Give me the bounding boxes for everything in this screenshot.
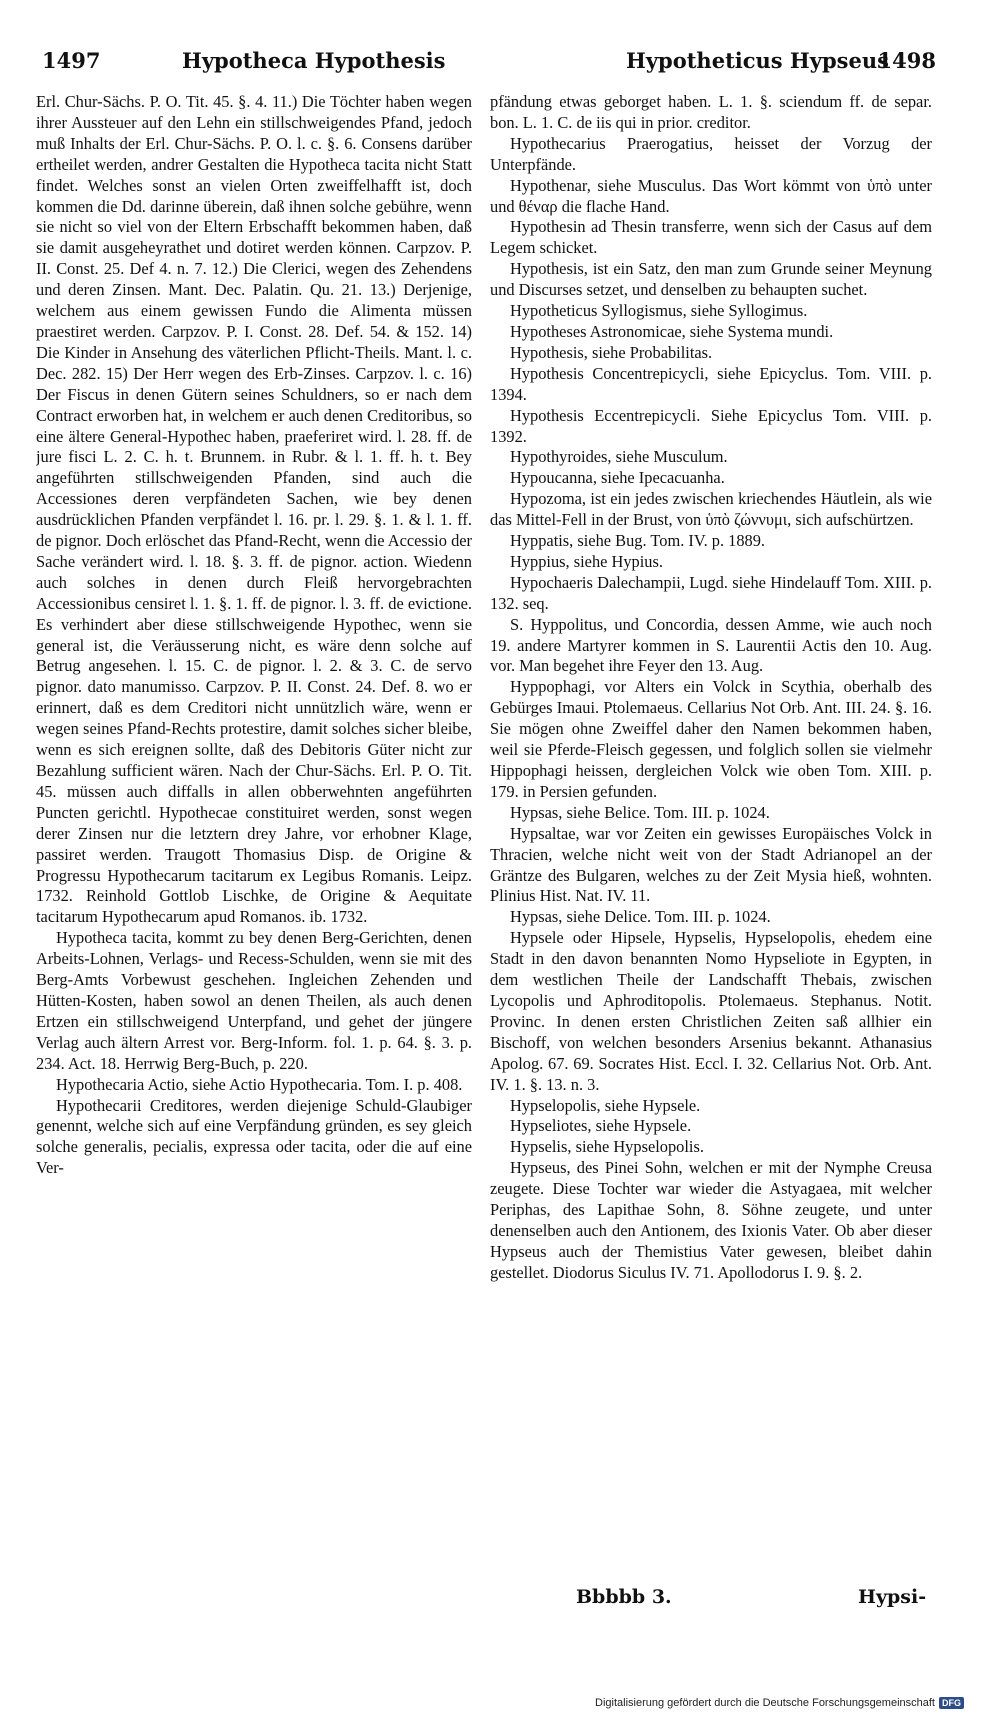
entry-paragraph: Hypothyroides, siehe Musculum. bbox=[510, 447, 728, 467]
entry-paragraph: Hypothecarius Praerogatius, heisset der Vorzug der Unterpfände. bbox=[490, 133, 932, 174]
digitization-credit bbox=[595, 1697, 964, 1709]
entry-paragraph: Hypothecarii Creditores, werden diejenige Schuld-Glaubiger genennt, welche sich auf eine Verpfändung gründen, es sey gleich solche generalis, pecialis, expressa oder tacita, oder die auf eine Ver- bbox=[36, 1095, 472, 1178]
right-column bbox=[490, 92, 932, 1452]
entry-paragraph: Hypothesis, ist ein Satz, den man zum Grunde seiner Meynung und Discurses setzet, und denselben zu behaupten suchet. bbox=[490, 259, 932, 300]
catchword: Hypsi- bbox=[858, 1586, 927, 1608]
entry-paragraph: Hypothesis Concentrepicycli, siehe Epicyclus. Tom. VIII. p. 1394. bbox=[490, 363, 932, 404]
entry-paragraph: Hyppophagi, vor Alters ein Volck in Scythia, oberhalb des Gebürges Imaui. Ptolemaeus. Cellarius Not Orb. Ant. III. 24. §. 16. Sie mögen ohne Zweiffel daher den Namen bekommen haben, weil sie Pferde-Fleisch gegessen, und folglich sollen sie vielmehr Hippophagi heissen, dergleichen Volck wie oben Tom. XIII. p. 179. in Persien gefunden. bbox=[490, 677, 932, 801]
entry-paragraph: Hypothesis, siehe Probabilitas. bbox=[510, 342, 713, 362]
entry-paragraph: pfändung etwas geborget haben. L. 1. §. sciendum ff. de separ. bon. L. 1. C. de iis qui in prior. creditor. bbox=[490, 92, 932, 132]
dfg-logo-icon: DFG bbox=[939, 1697, 964, 1709]
entry-paragraph: Hypsas, siehe Delice. Tom. III. p. 1024. bbox=[510, 907, 771, 927]
entry-paragraph: Hypothecaria Actio, siehe Actio Hypothecaria. Tom. I. p. 408. bbox=[56, 1074, 463, 1094]
entry-paragraph: Hypseus, des Pinei Sohn, welchen er mit der Nymphe Creusa zeugete. Diese Tochter war wieder die Astyagaea, mit welcher Periphas, des Lapithae Sohn, 8. Söhne zeugete, und unter denenselben auch den Antionem, des Ixionis Vater. Ob aber dieser Hypseus auch der Themistius Vater gewesen, bleibet dahin gestellet. Diodorus Siculus IV. 71. Apollodorus I. 9. §. 2. bbox=[490, 1158, 932, 1282]
entry-paragraph: Hypseliotes, siehe Hypsele. bbox=[510, 1116, 692, 1136]
entry-paragraph: S. Hyppolitus, und Concordia, dessen Amme, wie auch noch 19. andere Martyrer kommen in S. Laurentii Actis den 10. Aug. vor. Man begehet ihre Feyer den 13. Aug. bbox=[490, 614, 932, 676]
entry-paragraph: Hypotheticus Syllogismus, siehe Syllogimus. bbox=[510, 301, 808, 321]
left-column bbox=[36, 92, 472, 1422]
entry-paragraph: Hypochaeris Dalechampii, Lugd. siehe Hindelauff Tom. XIII. p. 132. seq. bbox=[490, 572, 932, 613]
entry-paragraph: Hypotheses Astronomicae, siehe Systema mundi. bbox=[510, 321, 834, 341]
running-header bbox=[36, 48, 936, 84]
entry-paragraph: Hypothesis Eccentrepicycli. Siehe Epicyclus Tom. VIII. p. 1392. bbox=[490, 405, 932, 446]
entry-paragraph: Hypozoma, ist ein jedes zwischen kriechendes Häutlein, als wie das Mittel-Fell in der Brust, von ὑπὸ ζώννυμι, sich aufschürtzen. bbox=[490, 489, 932, 530]
page-number-left: 1497 bbox=[42, 48, 101, 73]
page-number-right: 1498 bbox=[877, 48, 936, 73]
entry-paragraph: Hypsele oder Hipsele, Hypselis, Hypselopolis, ehedem eine Stadt in den davon benannten Nomo Hypseliote in Egypten, in dem westlichen Theile der Landschafft Thebais, zwischen Lycopolis und Aphroditopolis. Ptolemaeus. Stephanus. Notit. Provinc. In denen ersten Christlichen Zeiten saß allhier ein Bischoff, von welchen besonders Arsenius bekannt. Athanasius Apolog. 67. 69. Socrates Hist. Eccl. I. 32. Cellarius Not. Orb. Ant. IV. 1. §. 13. n. 3. bbox=[490, 928, 932, 1094]
entry-paragraph: Hypsas, siehe Belice. Tom. III. p. 1024. bbox=[510, 802, 770, 822]
entry-paragraph: Hyppius, siehe Hypius. bbox=[510, 551, 663, 571]
entry-paragraph: Hypselis, siehe Hypselopolis. bbox=[510, 1137, 704, 1157]
entry-paragraph: Erl. Chur-Sächs. P. O. Tit. 45. §. 4. 11.) Die Töchter haben wegen ihrer Aussteuer auf den Lehn ein stillschweigendes Pfand, jedoch muß Inhalts der Erl. Chur-Sächs. P. O. l. c. §. 6. Consens darüber ertheilet werden, andrer Gestalten die Hypotheca tacita nicht Statt findet. Welches sonst an vielen Orten zweiffelhafft ist, doch kommen die Dd. darinne überein, daß ihnen solche gebühre, wenn sie nicht so viel von der Eltern Erbschafft bekommen haben, daß sie damit ausgeheyrathet und dotiret werden können. Carpzov. P. II. Const. 25. Def 4. n. 7. 12.) Die Clerici, wegen des Zehendens und deren Zinsen. Mant. Dec. Palatin. Qu. 21. 13.) Derjenige, welchem aus einem gewissen Fundo die Alimenta müssen praestiret werden. Carpzov. P. I. Const. 28. Def. 54. & 152. 14) Die Kinder in Ansehung des väterlichen Pflicht-Theils. Mant. l. c. Dec. 282. 15) Der Herr wegen des Erb-Zinses. Carpzov. l. c. 16) Der Fiscus in denen Gütern seines Schuldners, so er nach dem Contract erworben hat, in welchem er auch denen Creditoribus, so eine ältere General-Hypothec haben, praeferiret wird. l. 28. ff. de jure fisci L. 2. C. h. t. Brunnem. in Rubr. & l. 1. ff. h. t. Bey angeführten stillschweigenden Pfanden, sind auch die Accessiones deren verpfändeten Sachen, wie bey denen ausdrücklichen Pfanden verpfändet l. 16. pr. l. 29. §. 1. & l. 1. ff. de pignor. Doch erlöschet das Pfand-Recht, wenn die Accessio der Sache verändert wird. l. 18. §. 3. ff. de pignor. action. Wiedenn auch solches in denen durch Fleiß hervorgebrachten Accessionibus censiret l. 1. §. 1. ff. de pignor. l. 3. ff. de evictione. Es verhindert aber diese stillschweigende Hypothec, wenn sie general ist, die Veräusserung nicht, es wäre denn solche auf Betrug angesehen. l. 15. C. de pignor. l. 2. & 3. C. de servo pignor. dato manumisso. Carpzov. P. II. Const. 24. Def. 8. wo er erinnert, daß es dem Creditori nicht unnützlich wäre, wenn er wegen seines Pfand-Rechts protestire, damit solches sicher bleibe, wenn es sich ereignen sollte, daß des Debitoris Güter nicht zur Bezahlung sufficient wären. Nach der Chur-Sächs. Erl. P. O. Tit. 45. müssen auch diffalls in allen obberwehnten angeführten Puncten gerichtl. Hypothecae constituiret werden, sonst wegen derer Zinsen nur die letztern drey Jahre, vor erhobner Klage, passiret werden. Traugott Thomasius Disp. de Origine & Progressu Hypothecarum tacitarum ex Legibus Romanis. Leipz. 1732. Reinhold Gottlob Lischke, de Origine & Aequitate tacitarum Hypothecarum apud Romanos. ib. 1732. bbox=[36, 92, 472, 927]
entry-paragraph: Hypsaltae, war vor Zeiten ein gewisses Europäisches Volck in Thracien, welche nicht weit von der Stadt Adrianopel an der Gräntze des Bulgaren, welches zu der Zeit Mysia hieß, wohnten. Plinius Hist. Nat. IV. 11. bbox=[490, 823, 932, 906]
credit-text: Digitalisierung gefördert durch die Deutsche Forschungsgemeinschaft bbox=[595, 1697, 935, 1709]
entry-paragraph: Hypselopolis, siehe Hypsele. bbox=[510, 1095, 701, 1115]
entry-paragraph: Hypoucanna, siehe Ipecacuanha. bbox=[510, 468, 725, 488]
entry-paragraph: Hyppatis, siehe Bug. Tom. IV. p. 1889. bbox=[510, 531, 766, 551]
signature-mark: Bbbbb 3. bbox=[576, 1586, 672, 1608]
entry-paragraph: Hypothenar, siehe Musculus. Das Wort kömmt von ὑπὸ unter und θέναρ die flache Hand. bbox=[490, 175, 932, 216]
entry-paragraph: Hypothesin ad Thesin transferre, wenn sich der Casus auf dem Legem schicket. bbox=[490, 217, 932, 258]
entry-paragraph: Hypotheca tacita, kommt zu bey denen Berg-Gerichten, denen Arbeits-Lohnen, Verlags- und Recess-Schulden, wenn sie mit des Berg-Amts Vorbewust geschehen. Ingleichen Zehenden und Hütten-Kosten, haben sowol an denen Theilen, als auch denen Ertzen ein stillschweigend Unterpfand, und gehet der jüngere Verlag auch ältern Arrest vor. Berg-Inform. fol. 1. p. 64. §. 3. p. 234. Act. 18. Herrwig Berg-Buch, p. 220. bbox=[36, 928, 472, 1073]
header-title-right: Hypotheticus Hypseus bbox=[626, 48, 889, 73]
header-title-left: Hypotheca Hypothesis bbox=[182, 48, 446, 73]
